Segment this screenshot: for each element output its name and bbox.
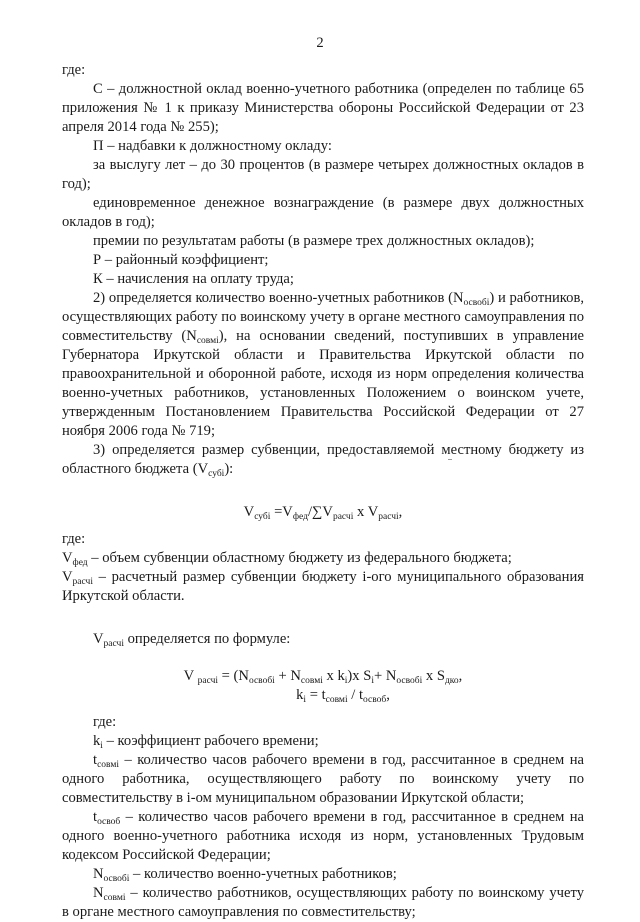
spacer (62, 606, 584, 630)
subscript: расчi (72, 577, 93, 587)
text: где: (62, 62, 86, 78)
text: x k (322, 668, 345, 684)
text: k (93, 733, 101, 749)
text: )x S (347, 668, 372, 684)
text: – расчетный размер субвенции бюджету i-ого муниципального образования Иркутской области. (62, 569, 584, 604)
scan-mark (448, 459, 452, 460)
text: , (398, 504, 403, 520)
text: + N (373, 668, 397, 684)
subscript: дко (444, 676, 459, 686)
text: N (93, 885, 104, 901)
formula-intro (62, 630, 584, 649)
subscript: освоб (97, 817, 121, 827)
spacer (62, 649, 584, 667)
subscript: субi (208, 469, 225, 479)
subscript: освобi (463, 298, 490, 308)
text: – количество часов рабочего времени в год, рассчитанное в среднем на одного работника, осуществляющего работу по воинскому учету по совместительству в i-ом муниципальном образовании Иркутской области; (62, 752, 584, 806)
text: , (458, 668, 463, 684)
text: – количество часов рабочего времени в год, рассчитанное в среднем на одного военно-учетного работника исходя из норм, установленных Трудовым кодексом Российской Федерации; (62, 809, 584, 863)
subscript: совмi (103, 893, 126, 903)
document-body (62, 61, 584, 922)
definition-nsovm (62, 884, 584, 922)
subscript: совмi (196, 336, 219, 346)
text: ): (224, 461, 234, 477)
text: x S (422, 668, 445, 684)
subscript: совмi (325, 695, 348, 705)
definition-tosvob (62, 808, 584, 865)
text: / t (347, 687, 363, 703)
paragraph-seniority: за выслугу лет – до 30 процентов (в размере четырех должностных окладов в год); (62, 157, 584, 192)
subscript: субi (254, 512, 271, 522)
paragraph-payroll: К – начисления на оплату труда; (93, 271, 294, 287)
subscript: освобi (248, 676, 275, 686)
subscript: расчi (332, 512, 354, 522)
text: t (93, 809, 98, 825)
formula-calculation (62, 667, 584, 686)
subscript: освобi (103, 874, 130, 884)
spacer (62, 522, 584, 530)
where-label: где: (93, 714, 117, 730)
text: определяется по формуле: (123, 631, 291, 647)
formula-coefficient (62, 686, 584, 705)
subscript: освобi (396, 676, 423, 686)
subscript: расчi (378, 512, 399, 522)
text: = t (306, 687, 326, 703)
subscript: фед (292, 512, 308, 522)
text: + N (274, 668, 301, 684)
subscript: совмi (97, 760, 120, 770)
definition-nosvob (62, 865, 584, 884)
subscript: i (371, 676, 374, 686)
text: V (62, 569, 73, 585)
where-label: где: (62, 531, 86, 547)
text: V (183, 668, 198, 684)
text: =V (270, 504, 293, 520)
text: N (93, 866, 104, 882)
text: k (296, 687, 304, 703)
subscript: расчi (103, 639, 124, 649)
paragraph-bonus: единовременное денежное вознаграждение (в размере двух должностных окладов в год); (62, 195, 584, 230)
text: – коэффициент рабочего времени; (102, 733, 319, 749)
paragraph-regional-coefficient: Р – районный коэффициент; (93, 252, 269, 268)
definition-tsovm (62, 751, 584, 808)
paragraph-allowances: П – надбавки к должностному окладу: (93, 138, 332, 154)
paragraph-item-3 (62, 441, 584, 479)
where-label (62, 61, 584, 80)
text: t (93, 752, 98, 768)
page-number: 2 (316, 35, 324, 51)
text: 3) определяется размер субвенции, предоставляемой местному бюджету из областного бюджета (V (62, 442, 584, 477)
text: V (243, 504, 255, 520)
subscript: освоб (363, 695, 387, 705)
text: – количество работников, осуществляющих работу по воинскому учету в органе местного самоуправления по совместительству; (62, 885, 584, 920)
definition-vrasch (62, 568, 584, 606)
text: V (93, 631, 104, 647)
text: 2) определяется количество военно-учетных работников (N (93, 290, 464, 306)
text: /∑V (307, 504, 333, 520)
subscript: совмi (300, 676, 323, 686)
subscript: фед (72, 558, 88, 568)
paragraph-item-2 (62, 289, 584, 441)
spacer (62, 479, 584, 503)
text: x V (353, 504, 379, 520)
subscript: i (100, 741, 103, 751)
subscript: i (303, 695, 307, 705)
text: ) и работников, осуществляющих работу по воинскому учету в органе местного самоуправления по совместительству (N (62, 290, 584, 344)
formula-subvention (62, 503, 584, 522)
paragraph-salary: С – должностной оклад военно-учетного работника (определен по таблице 65 приложения № 1 к приказу Министерства обороны Российской Федерации от 23 апреля 2014 года № 255); (62, 81, 584, 135)
paragraph-premium: премии по результатам работы (в размере трех должностных окладов); (93, 233, 535, 249)
definition-k (62, 732, 584, 751)
text: , (386, 687, 390, 703)
subscript: i (344, 676, 348, 686)
text: ), на основании сведений, поступивших в управление Губернатора Иркутской области и Правительства Иркутской области по правоохранительной и оборонной работе, исходя из норм определения количества военно-учетных работников, установленных Положением о воинском учете, утвержденным Постановлением Правительства Российской Федерации от 27 ноября 2006 года № 719; (62, 328, 585, 439)
text: – количество военно-учетных работников; (129, 866, 397, 882)
text: V (62, 550, 73, 566)
definition-vfed (62, 549, 584, 568)
text: = (N (218, 668, 249, 684)
subscript: расчi (197, 676, 219, 686)
text: – объем субвенции областному бюджету из федерального бюджета; (87, 550, 512, 566)
spacer (62, 705, 584, 713)
